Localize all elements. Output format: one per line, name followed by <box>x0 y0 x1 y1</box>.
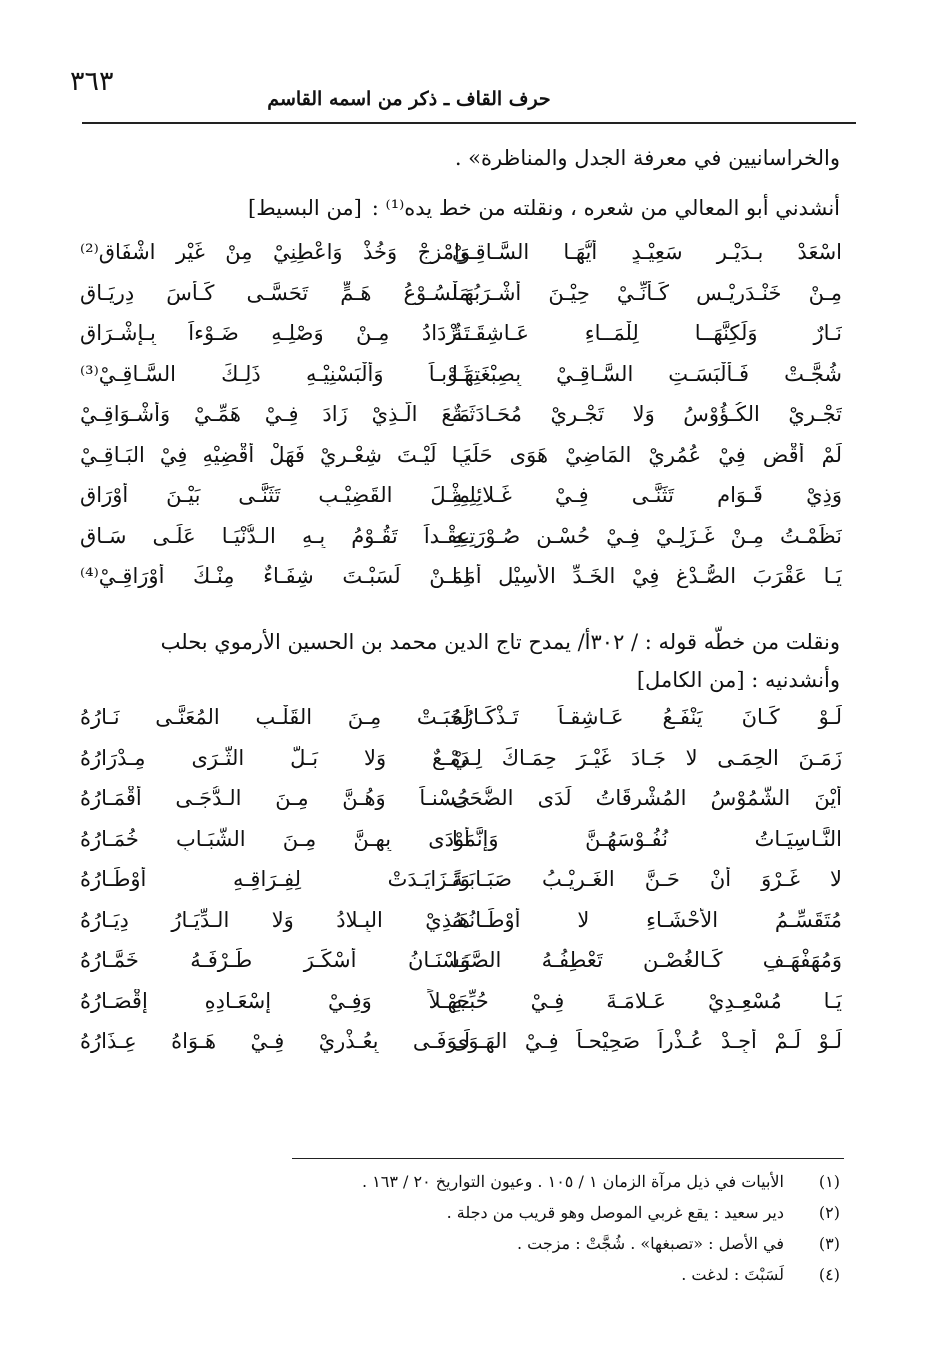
meter-label-1: [من البسيط] <box>248 196 362 220</box>
first-hemistich: وَذِيْ قَـوَامٍ تَثَنَّـى فِـيْ غَـلائِلِـهِ <box>452 483 842 507</box>
body-line-3: ونقلت من خطّه قوله : / ٣٠٢أ/ يمدح تاج الدين محمد بن الحسين الأرموي بحلب <box>160 630 840 654</box>
second-hemistich: دَمْـعٌ وَلا بَـلَّ الثَّـرَى مِـدْرَارُهُ <box>80 745 470 770</box>
verse-line <box>80 989 842 1030</box>
verse-line <box>80 443 842 484</box>
verse-line <box>80 240 842 281</box>
second-hemistich: لِمَـنْ لَسَبْـتَ شِفَـاءٌ مِنْـكَ أوْرَاقِـيْ⁽⁴⁾ <box>80 564 470 588</box>
verse-line <box>80 827 842 868</box>
second-hemistich: مَلْسُـوْعُ هَـمٍّ تَحَسَّـى كَـأسَ دِرِيَـاقِ <box>80 280 470 305</box>
first-hemistich: لا غَـرْوَ أنْ حَـنَّ الغَـرِيْـبُ صَبَـابَـةً <box>452 867 842 891</box>
verse-line <box>80 402 842 443</box>
first-hemistich: تَجْـرِيْ الكُـؤُوْسُ وَلا تَجْـرِيْ مُحَـادَثَـةٌ <box>452 402 842 426</box>
second-hemistich: مِثْـلَ القَضِيْـبِ تَثَنَّـى بَيْـنَ أوْرَاقِ <box>80 483 470 507</box>
first-hemistich: وَمُهَفْهَـفٍ كَـالغُصْـنِ تَعْطِفُـهُ الصَّبَـا <box>452 948 842 972</box>
first-hemistich: أيْنَ الشُّمُوْسُ المُشْرِقَاتُ لَدَى الضُّحَى <box>452 786 842 810</box>
second-hemistich: وَتَـزَايَـدَتْ لِفِـرَاقِـهِ أوْطَـارُهُ <box>80 867 470 891</box>
second-hemistich: يَـا لَيْـتَ شِعْـرِيْ فَهَلْ أقْضِيْهِ فِيْ البَـاقِـيْ <box>80 442 470 467</box>
footnote-rule <box>292 1158 844 1159</box>
running-title: حرف القاف ـ ذكر من اسمه القاسم <box>267 88 551 110</box>
first-hemistich: لَمْ أقْضِ فِيْ عُمُرِيْ المَاضِيْ هَوَى حَلَبٍ <box>452 442 842 467</box>
poem-kamil <box>80 705 842 1070</box>
verse-line <box>80 908 842 949</box>
second-hemistich: حُسْنـاً وَهُـنَّ مِـنَ الـدُّجَـى أقْمَـارُهُ <box>80 786 470 810</box>
footnote-number: (٤) <box>818 1265 840 1284</box>
header-rule <box>82 122 856 124</box>
first-hemistich: اسْعَدْ بـدَيْـرِ سَعِيْـدٍ أيُّهَـا السَّـاقِـيْ <box>452 240 842 264</box>
second-hemistich: جَهْـلاً وَفِـيْ إسْعَـادِهِ إقْصَـارُهُ <box>80 988 470 1013</box>
verse-line <box>80 524 842 565</box>
footnote-number: (١) <box>818 1172 840 1191</box>
first-hemistich: يَـا عَقْرَبَ الصُّـدْغِ فِيْ الخَـدِّ الأسِيْلِ أمَـا <box>452 564 842 588</box>
footnotes <box>280 1172 840 1296</box>
second-hemistich: ثَـوْبـاً وَألْبَسْنِيْـهِ ذَلِـكَ السَّـاقِـيْ⁽³⁾ <box>80 361 470 386</box>
verse-line <box>80 948 842 989</box>
page-number: ٣٦٣ <box>70 66 114 97</box>
verse-line <box>80 564 842 605</box>
second-hemistich: وَامْزِجْ وَخُذْ وَاعْطِنِيْ مِنْ غَيْرِ اشْفَاقِ⁽²⁾ <box>80 240 470 264</box>
first-hemistich: نَـارٌ وَلَكِنَّهَــا لِلْمَــاءِ عَـاشِقَــةٌ <box>452 321 842 345</box>
second-hemistich: أوْدَى بِهِـنَّ مِـنَ الشَّبَـابِ خُمَـارُهُ <box>80 826 470 851</box>
footnote-text: دير سعيد : يقع غربي الموصل وهو قريب من دجلة . <box>446 1203 784 1222</box>
body-line-2: أنشدني أبو المعالي من شعره ، ونقلته من خط يده⁽¹⁾ : <box>371 196 840 220</box>
body-line-4-text: وأنشدنيه : <box>751 668 840 692</box>
verse-line <box>80 1029 842 1070</box>
second-hemistich: هَـذِيْ البِـلادُ وَلا الـدِّيَـارُ دِيَـارُهُ <box>80 907 470 932</box>
footnote-number: (٣) <box>818 1234 840 1253</box>
verse-line <box>80 362 842 403</box>
footnote-text: الأبيات في ذيل مرآة الزمان ١ / ١٠٥ . وعيون التواريخ ٢٠ / ١٦٣ . <box>361 1172 784 1191</box>
verse-line <box>80 746 842 787</box>
second-hemistich: تَـزْدَادُ مِـنْ وَصْلِـهِ ضَـوْءاً بِـإشْـرَاقِ <box>80 321 470 345</box>
first-hemistich: زَمَـنَ الحِمَـى لا جَـادَ غَيْـرَ حِمَـاكَ لِـيْ <box>452 745 842 770</box>
footnote-text: لَسَبْتَ : لدغت . <box>681 1265 784 1284</box>
footnote <box>280 1203 840 1234</box>
footnote-number: (٢) <box>818 1203 840 1222</box>
verse-line <box>80 281 842 322</box>
body-line-4 <box>637 668 840 692</box>
second-hemistich: مَـعَ الَّـذِيْ زَادَ فِـيْ هَمِّـيْ وَأشْـوَاقِـيْ <box>80 402 470 426</box>
poem-basit <box>80 240 842 605</box>
second-hemistich: وَسْنَـانُ أسْكَـرَ طَـرْفَـهُ خَمَّـارُهُ <box>80 948 470 972</box>
first-hemistich: لَـوْ كَـانَ يَنْفَـعُ عَـاشِقـاً تَـذْكَـارُهُ <box>452 705 842 729</box>
first-hemistich: مُتَقَسِّـمُ الأحْشَـاءِ لا أوْطَـانُـهُ <box>452 907 842 932</box>
second-hemistich: عِقْـداً تَقُـوْمُ بِـهِ الـدُّنْيَـا عَلَـى سَـاقِ <box>80 523 470 548</box>
verse-line <box>80 483 842 524</box>
verse-line <box>80 786 842 827</box>
body-line-1: والخراسانيين في معرفة الجدل والمناظرة» . <box>454 146 840 170</box>
verse-line <box>80 705 842 746</box>
first-hemistich: يَـا مُسْعِـدِيْ عَـلامَـةَ فِـيْ حُبِّـهِ <box>452 988 842 1013</box>
footnote <box>280 1234 840 1265</box>
footnote-text: في الأصل : «تصبغها» . شُجَّتْ : مزجت . <box>516 1234 784 1253</box>
meter-label-2: [من الكامل] <box>636 668 745 692</box>
footnote <box>280 1265 840 1296</box>
verse-line <box>80 321 842 362</box>
verse-line <box>80 867 842 908</box>
second-hemistich: لَخَبَـتْ مِـنَ القَلْـبِ المُعَنَّـى نَـارُهُ <box>80 705 470 729</box>
first-hemistich: لَـوْ لَـمْ أجِـدْ عُـذْراً صَحِيْحـاً فِـيْ الهَـوَى <box>452 1029 842 1053</box>
footnote <box>280 1172 840 1203</box>
first-hemistich: النَّـاسِيَـاتُ نُفُـوْسَهُـنَّ وَإنَّمَـا <box>452 826 842 851</box>
first-hemistich: نَظَمْـتُ مِـنْ غَـزَلِـيْ فِـيْ حُسْـنِ صُـوْرَتِـهِ <box>452 523 842 548</box>
second-hemistich: لَـوَفَـى بِعُـذْرِيْ فِـيْ هَـوَاهُ عِـذَارُهُ <box>80 1029 470 1053</box>
first-hemistich: شُجَّـتْ فَـألْبَسَـتِ السَّـاقِـيْ بِصِبْغَتِهَـا <box>452 361 842 386</box>
first-hemistich: مِـنْ خَنْـدَرِيْـسٍ كَـأنِّـيْ حِيْـنَ أشْـرَبُهَـا <box>452 280 842 305</box>
